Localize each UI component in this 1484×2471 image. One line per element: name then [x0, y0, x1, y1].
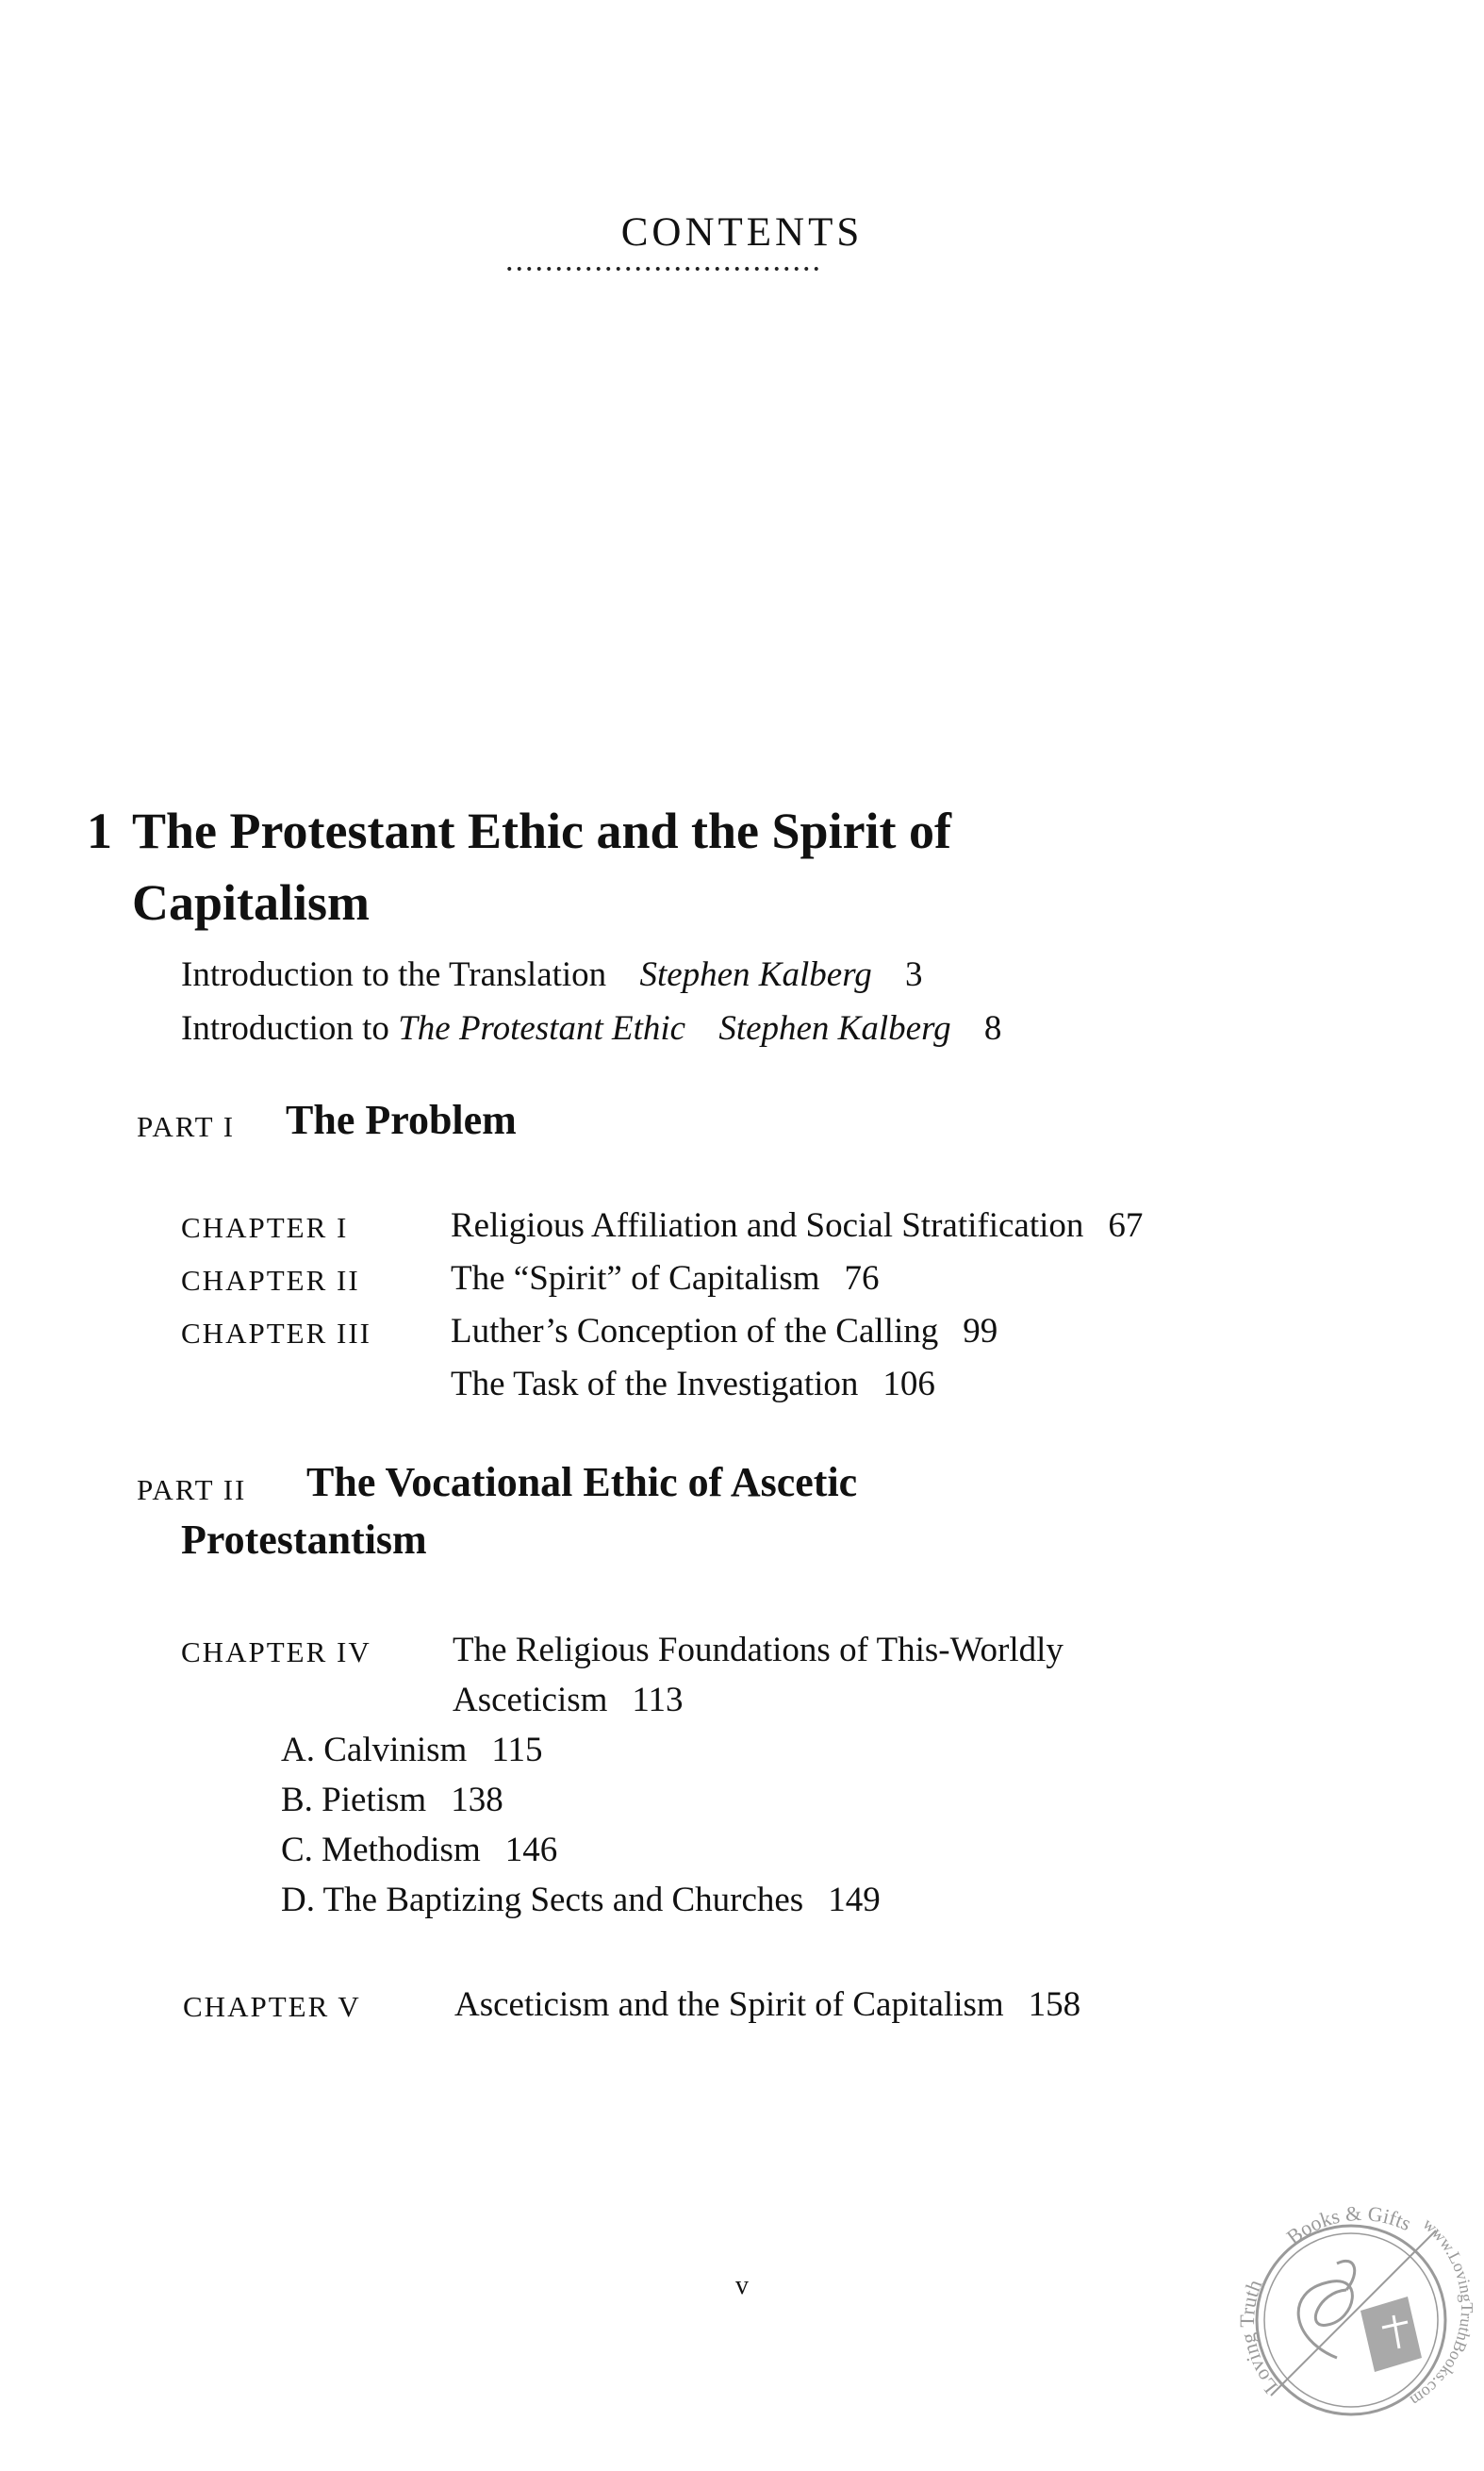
entry-page: 138 — [451, 1781, 503, 1819]
entry-title-italic: The Protestant Ethic — [398, 1009, 686, 1048]
entry-page: 8 — [983, 1009, 1002, 1048]
svg-text:Loving Truth — [1235, 2277, 1282, 2398]
entry-title-line1: The Religious Foundations of This-Worldly — [453, 1631, 1064, 1669]
toc-entry-chapter4[interactable] — [453, 1630, 1064, 1670]
stamp-text-left-arc: Loving Truth — [1234, 2276, 1282, 2398]
entry-page: 158 — [1028, 1985, 1081, 2024]
toc-entry-chapter3[interactable] — [451, 1311, 998, 1352]
entry-title: Introduction to — [181, 1009, 399, 1048]
toc-entry-intro-protestant-ethic[interactable] — [181, 1008, 1001, 1049]
bookstore-stamp-watermark — [1195, 2169, 1484, 2471]
section-title-line1: The Protestant Ethic and the Spirit of — [132, 803, 952, 859]
contents-heading: CONTENTS — [620, 210, 864, 255]
chapter3-label: CHAPTER III — [181, 1317, 371, 1350]
entry-page: 113 — [632, 1681, 684, 1719]
entry-page: 146 — [504, 1831, 558, 1869]
toc-entry-chapter5[interactable] — [454, 1984, 1080, 2025]
part2-title-line1: The Vocational Ethic of Ascetic — [306, 1459, 858, 1505]
toc-entry-pietism[interactable] — [281, 1780, 503, 1820]
entry-title: Religious Affiliation and Social Stratification — [451, 1206, 1084, 1245]
entry-page: 76 — [844, 1259, 880, 1298]
toc-entry-methodism[interactable] — [281, 1830, 557, 1870]
section-title-line2: Capitalism — [132, 874, 371, 931]
entry-author: Stephen Kalberg — [718, 1009, 951, 1048]
part2-label: PART II — [137, 1473, 247, 1506]
chapter2-label: CHAPTER II — [181, 1264, 360, 1297]
part1-label: PART I — [137, 1110, 236, 1143]
part2-title-line2: Protestantism — [181, 1517, 427, 1563]
entry-title: Asceticism and the Spirit of Capitalism — [454, 1985, 1004, 2024]
entry-author: Stephen Kalberg — [639, 955, 872, 994]
toc-entry-chapter4-cont[interactable] — [453, 1680, 684, 1720]
svg-text:www.LovingTruthBooks.com — [1407, 2214, 1476, 2411]
toc-entry-intro-translation[interactable] — [181, 954, 922, 995]
entry-title: Introduction to the Translation — [181, 955, 607, 994]
toc-entry-chapter2[interactable] — [451, 1258, 880, 1299]
entry-title: C. Methodism — [281, 1831, 481, 1869]
entry-title: The “Spirit” of Capitalism — [451, 1259, 820, 1298]
entry-title: Luther’s Conception of the Calling — [451, 1312, 939, 1351]
entry-page: 99 — [963, 1312, 998, 1351]
entry-title: The Task of the Investigation — [451, 1365, 859, 1403]
toc-entry-chapter1[interactable] — [451, 1205, 1143, 1246]
heading-dotted-rule — [504, 266, 820, 272]
chapter1-label: CHAPTER I — [181, 1211, 349, 1244]
chapter5-label: CHAPTER V — [183, 1990, 361, 2023]
entry-page: 115 — [491, 1731, 543, 1769]
page-number: v — [735, 2271, 749, 2300]
entry-page: 106 — [882, 1365, 935, 1403]
toc-entry-task-investigation[interactable] — [451, 1364, 935, 1404]
stamp-text-right-arc: www.LovingTruthBooks.com — [1407, 2214, 1477, 2411]
toc-entry-baptizing-sects[interactable] — [281, 1880, 881, 1920]
entry-title: A. Calvinism — [281, 1731, 468, 1769]
section-number: 1 — [87, 803, 112, 859]
svg-text:Books & Gifts — [1282, 2201, 1415, 2249]
part1-title: The Problem — [286, 1097, 517, 1143]
entry-page: 3 — [904, 955, 923, 994]
stamp-text-top-arc: Books & Gifts — [1281, 2200, 1415, 2249]
chapter4-label: CHAPTER IV — [181, 1635, 371, 1668]
entry-title-line2: Asceticism — [453, 1681, 608, 1719]
entry-page: 149 — [828, 1881, 881, 1919]
entry-title: B. Pietism — [281, 1781, 427, 1819]
toc-entry-calvinism[interactable] — [281, 1730, 542, 1770]
entry-page: 67 — [1108, 1206, 1144, 1245]
entry-title: D. The Baptizing Sects and Churches — [281, 1881, 804, 1919]
